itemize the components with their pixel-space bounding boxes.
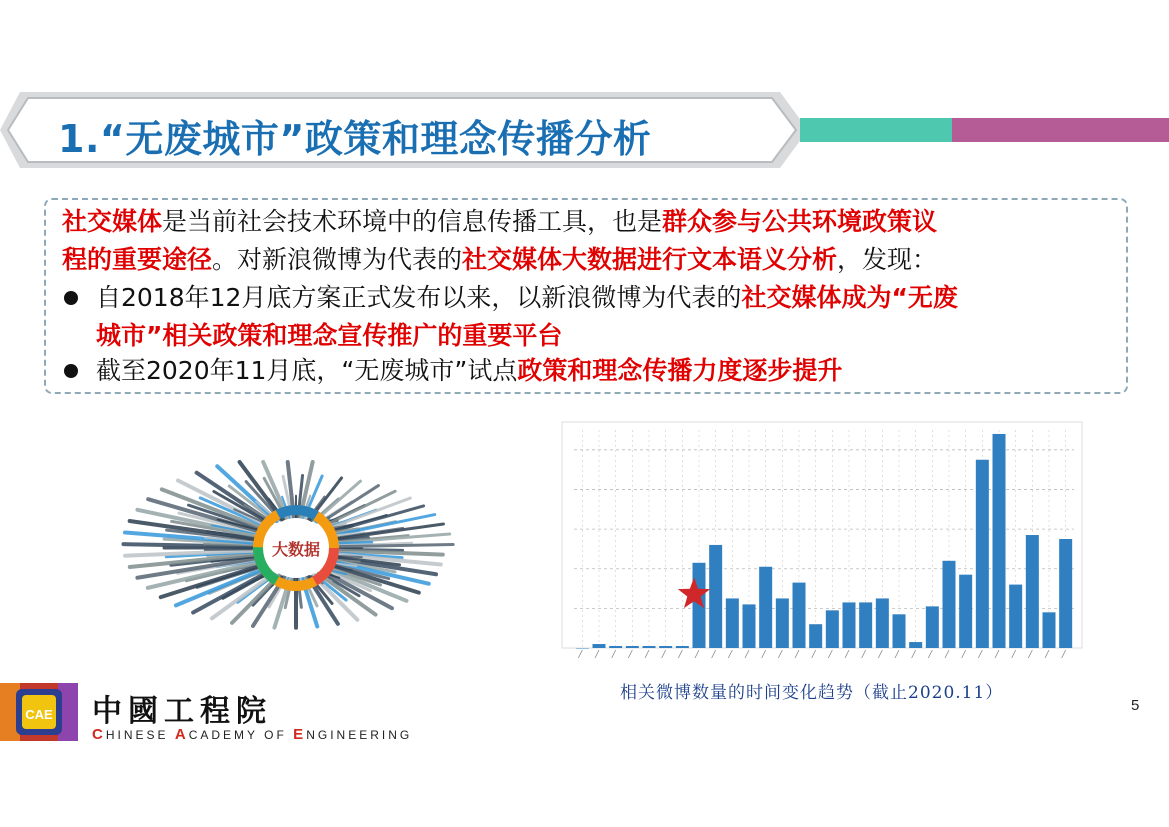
chart-xtick: [845, 650, 849, 658]
chart-xtick: [912, 650, 916, 658]
chart-bar: [576, 648, 589, 649]
chart-bar: [959, 575, 972, 648]
chart-xtick: [862, 650, 866, 658]
cae-logo: [0, 683, 78, 741]
intro-line-2: [62, 241, 937, 279]
chart-bar: [843, 602, 856, 648]
highlight-text: 程的重要途径: [62, 245, 213, 274]
chart-bar: [809, 624, 822, 648]
chart-bar: [793, 583, 806, 648]
page-title: 1.“无废城市”政策和理念传播分析: [58, 117, 652, 161]
body-text: ，发现：: [837, 245, 938, 274]
en-name-rest: CADEMY OF: [188, 728, 294, 742]
chart-xtick: [728, 650, 732, 658]
chart-bar: [876, 598, 889, 648]
bullet-icon: [64, 364, 78, 378]
chart-xtick: [962, 650, 966, 658]
chart-bar: [643, 646, 656, 648]
chart-xtick: [1062, 650, 1066, 658]
chart-xtick: [995, 650, 999, 658]
chart-xtick: [745, 650, 749, 658]
body-text: 。对新浪微博为代表的: [212, 245, 463, 274]
highlight-text: 社交媒体大数据进行文本语义分析: [462, 245, 838, 274]
chart-xtick: [1045, 650, 1049, 658]
chart-xtick: [928, 650, 932, 658]
chart-bar: [1043, 612, 1056, 648]
chart-bar: [693, 563, 706, 648]
chart-bar: [743, 604, 756, 648]
chart-bar: [759, 567, 772, 648]
wordcloud-center-label: 大数据: [271, 540, 321, 559]
bullet-2-line-1: [96, 352, 842, 390]
chart-xtick: [712, 650, 716, 658]
chart-xtick: [578, 650, 582, 658]
chart-xtick: [695, 650, 699, 658]
highlight-text: 社交媒体成为“无废: [741, 283, 958, 312]
chart-bar: [776, 598, 789, 648]
chart-bar: [1059, 539, 1072, 648]
chart-bar: [593, 644, 606, 648]
weibo-count-bar-chart: [534, 418, 1089, 668]
chart-xtick: [795, 650, 799, 658]
chart-xtick: [678, 650, 682, 658]
highlight-text: 群众参与公共环境政策议: [662, 207, 938, 236]
page-number: 5: [1131, 697, 1140, 714]
title-stripe-teal: [800, 118, 952, 142]
chart-xtick: [978, 650, 982, 658]
chart-xtick: [778, 650, 782, 658]
chart-bar: [609, 646, 622, 648]
chart-xtick: [878, 650, 882, 658]
chart-xtick: [762, 650, 766, 658]
chart-xtick: [812, 650, 816, 658]
highlight-text: 社交媒体: [62, 207, 163, 236]
chart-xtick: [1028, 650, 1032, 658]
chart-bar: [943, 561, 956, 648]
en-name-rest: NGINEERING: [306, 728, 413, 742]
chart-bar: [709, 545, 722, 648]
big-data-wordcloud-image: [118, 460, 480, 640]
chart-xtick: [662, 650, 666, 658]
chart-xtick: [595, 650, 599, 658]
cae-english-name: [92, 726, 412, 743]
chart-bar: [626, 646, 639, 648]
chart-xtick: [628, 650, 632, 658]
body-text: 截至2020年11月底，“无废城市”试点: [96, 356, 518, 385]
chart-bar: [1009, 585, 1022, 648]
chart-bar: [676, 646, 689, 648]
chart-xtick: [895, 650, 899, 658]
chart-xtick: [945, 650, 949, 658]
body-text: 是当前社会技术环境中的信息传播工具，也是: [162, 207, 663, 236]
en-name-rest: HINESE: [105, 728, 175, 742]
chart-xtick: [828, 650, 832, 658]
chart-bar: [659, 646, 672, 648]
title-stripe-pink: [952, 118, 1169, 142]
bullet-1-line-2: 城市”相关政策和理念宣传推广的重要平台: [96, 321, 563, 350]
chart-bar: [909, 642, 922, 648]
intro-line-1: [62, 203, 937, 241]
chart-caption: 相关微博数量的时间变化趋势（截止2020.11）: [620, 683, 1004, 703]
chart-bar: [993, 434, 1006, 648]
chart-bar: [976, 460, 989, 648]
chart-bar: [826, 610, 839, 648]
chart-xtick: [1012, 650, 1016, 658]
chart-bar: [926, 606, 939, 648]
chart-bar: [1026, 535, 1039, 648]
chart-bar: [893, 614, 906, 648]
logo-text: CAE: [25, 707, 53, 722]
bullet-1-line-1: [96, 279, 958, 317]
en-name-cap: E: [293, 726, 307, 743]
cae-chinese-name: 中國工程院: [92, 694, 272, 729]
en-name-cap: C: [92, 726, 106, 743]
chart-bar: [726, 598, 739, 648]
bullet-icon: [64, 291, 78, 305]
chart-bar: [859, 602, 872, 648]
chart-xtick: [645, 650, 649, 658]
body-text: 自2018年12月底方案正式发布以来，以新浪微博为代表的: [96, 283, 742, 312]
highlight-text: 政策和理念传播力度逐步提升: [517, 356, 843, 385]
en-name-cap: A: [174, 726, 189, 743]
chart-xtick: [612, 650, 616, 658]
